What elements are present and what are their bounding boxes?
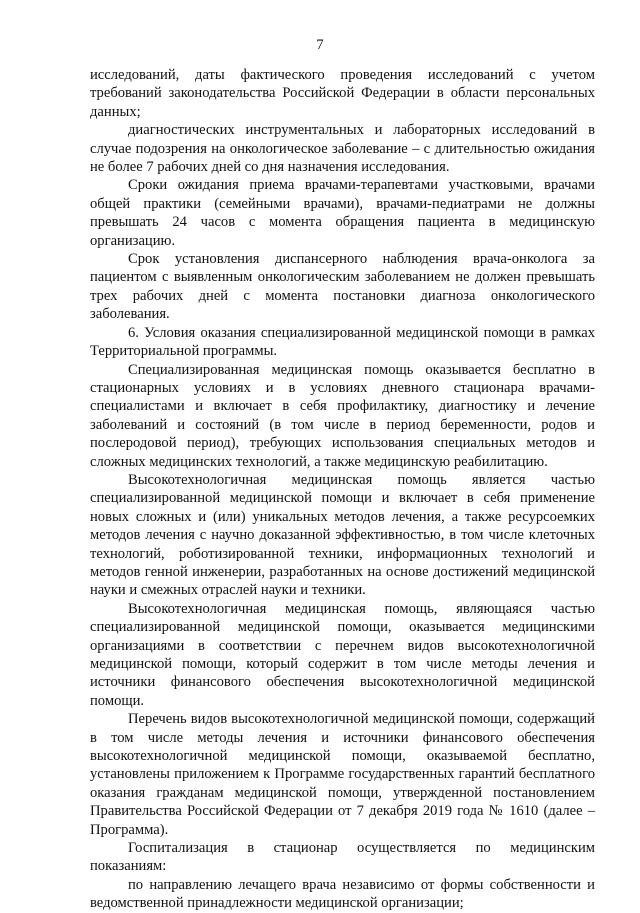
paragraph-7: Высокотехнологичная медицинская помощь является частью специализированной медицинской помощи и включает в себя применение новых сложных и (или) уникальных методов лечения, а также ресурсоемких методов лечения с научно доказанной эффективностью, в том числе клеточных технологий, роботизированной техники, информационных технологий и методов генной инженерии, разработанных на основе достижений медицинской науки и смежных отраслей науки и техники. [90, 471, 595, 599]
section-heading-6: 6. Условия оказания специализированной медицинской помощи в рамках Территориальной программы. [90, 324, 595, 360]
paragraph-4: Срок установления диспансерного наблюдения врача-онколога за пациентом с выявленным онкологическим заболеванием не должен превышать трех рабочих дней с момента постановки диагноза онкологического заболевания. [90, 251, 595, 323]
document-body [90, 66, 595, 913]
paragraph-2: диагностических инструментальных и лабораторных исследований в случае подозрения на онкологическое заболевание – с длительностью ожидания не более 7 рабочих дней со дня назначения исследования. [90, 122, 595, 176]
paragraph-10: Госпитализация в стационар осуществляется по медицинским показаниям: [90, 840, 595, 875]
page-number: 7 [316, 37, 324, 53]
paragraph-9: Перечень видов высокотехнологичной медицинской помощи, содержащий в том числе методы лечения и источники финансового обеспечения высокотехнологичной медицинской помощи, оказываемой бесплатно, установлены приложением к Программе государственных гарантий бесплатного оказания гражданам медицинской помощи, утвержденной постановлением Правительства Российской Федерации от 7 декабря 2019 года № 1610 (далее – Программа). [90, 711, 595, 838]
paragraph-11: по направлению лечащего врача независимо от формы собственности и ведомственной принадлежности медицинской организации; [90, 876, 595, 912]
paragraph-6: Специализированная медицинская помощь оказывается бесплатно в стационарных условиях и в условиях дневного стационара врачами-специалистами и включает в себя профилактику, диагностику и лечение заболеваний и состояний (в том числе в период беременности, родов и послеродовой период), требующих использования специальных методов и сложных медицинских технологий, а также медицинскую реабилитацию. [90, 361, 595, 470]
paragraph-3: Сроки ожидания приема врачами-терапевтами участковыми, врачами общей практики (семейными врачами), врачами-педиатрами не должны превышать 24 часов с момента обращения пациента в медицинскую организацию. [90, 177, 595, 249]
paragraph-8: Высокотехнологичная медицинская помощь, являющаяся частью специализированной медицинской помощи, оказывается медицинскими организациями в соответствии с перечнем видов высокотехнологичной медицинской помощи, который содержит в том числе методы лечения и источники финансового обеспечения высокотехнологичной медицинской помощи. [90, 600, 595, 709]
paragraph-1: исследований, даты фактического проведения исследований с учетом требований законодательства Российской Федерации в области персональных данных; [90, 67, 595, 120]
